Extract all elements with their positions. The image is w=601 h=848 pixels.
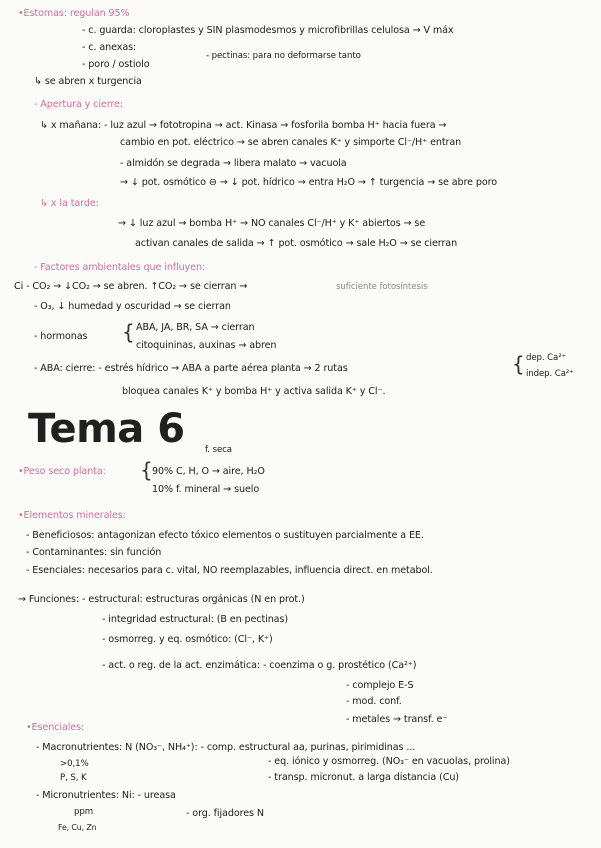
note-line: → ↓ pot. osmótico ⊖ → ↓ pot. hídrico → entra H₂O → ↑ turgencia → se abre poro	[120, 177, 498, 188]
note-line: 90% C, H, O → aire, H₂O	[152, 466, 265, 477]
note-line: - act. o reg. de la act. enzimática: - coenzima o g. prostético (Ca²⁺)	[102, 660, 417, 671]
note-line: bloquea canales K⁺ y bomba H⁺ y activa salida K⁺ y Cl⁻.	[122, 386, 386, 397]
brace-icon: {	[122, 320, 135, 344]
heading-elementos: •Elementos minerales:	[18, 510, 126, 521]
note-line: - metales → transf. e⁻	[346, 714, 448, 725]
note-line: - Contaminantes: sin función	[26, 547, 162, 558]
heading-factores: - Factores ambientales que influyen:	[34, 262, 206, 273]
note-line: - ABA: cierre: - estrés hídrico → ABA a parte aérea planta → 2 rutas	[34, 363, 348, 374]
note-line: P, S, K	[60, 773, 87, 783]
note-line: Ci - CO₂ → ↓CO₂ → se abren. ↑CO₂ → se cierran →	[14, 281, 248, 292]
note-line: activan canales de salida → ↑ pot. osmótico → sale H₂O → se cierran	[135, 238, 458, 249]
note-line: suficiente fotosíntesis	[336, 282, 428, 292]
note-line: >0,1%	[60, 759, 89, 769]
note-line: - Micronutrientes: Ni: - ureasa	[36, 790, 176, 801]
heading-esenciales: •Esenciales:	[26, 722, 85, 733]
heading-apertura: - Apertura y cierre:	[34, 99, 123, 110]
note-line: cambio en pot. eléctrico → se abren canales K⁺ y simporte Cl⁻/H⁺ entran	[120, 137, 462, 148]
note-line: - org. fijadores N	[186, 808, 264, 819]
note-line: - almidón se degrada → libera malato → vacuola	[120, 158, 347, 169]
note-line: ABA, JA, BR, SA → cierran	[136, 322, 255, 333]
note-line: - osmorreg. y eq. osmótico: (Cl⁻, K⁺)	[102, 634, 273, 645]
heading-estomas: •Estomas: regulan 95%	[18, 8, 130, 19]
note-line: - integridad estructural: (B en pectinas)	[102, 614, 289, 625]
note-line: - hormonas	[34, 331, 88, 342]
note-line: - transp. micronut. a larga distancia (Cu)	[268, 772, 459, 783]
note-line: → Funciones: - estructural: estructuras orgánicas (N en prot.)	[18, 594, 305, 605]
note-line: - mod. conf.	[346, 696, 402, 707]
note-line: dep. Ca²⁺	[526, 353, 567, 363]
note-line: - Esenciales: necesarios para c. vital, NO reemplazables, influencia direct. en metabol.	[26, 565, 433, 576]
note-line: - complejo E-S	[346, 680, 414, 691]
heading-peso-seco: •Peso seco planta:	[18, 466, 106, 477]
note-line: - c. anexas:	[82, 42, 137, 53]
note-line: - c. guarda: cloroplastes y SIN plasmodesmos y microfibrillas celulosa → V máx	[82, 25, 454, 36]
note-line: - eq. iónico y osmorreg. (NO₃⁻ en vacuolas, prolina)	[268, 756, 510, 767]
note-line: - Macronutrientes: N (NO₃⁻, NH₄⁺): - comp. estructural aa, purinas, pirimidinas ...	[36, 742, 416, 753]
note-line: ppm	[74, 807, 93, 817]
note-line: - poro / ostiolo	[82, 59, 150, 70]
note-line: → ↓ luz azul → bomba H⁺ → NO canales Cl⁻/H⁺ y K⁺ abiertos → se	[118, 218, 426, 229]
note-line: f. seca	[205, 445, 232, 455]
note-line: citoquininas, auxinas → abren	[136, 340, 277, 351]
note-line: - Beneficiosos: antagonizan efecto tóxico elementos o sustituyen parcialmente a EE.	[26, 530, 424, 541]
note-line: - O₃, ↓ humedad y oscuridad → se cierran	[34, 301, 231, 312]
brace-icon: {	[140, 458, 153, 482]
brace-icon: {	[512, 352, 525, 376]
page-title: Tema 6	[28, 406, 185, 452]
note-line: ↳ se abren x turgencia	[34, 76, 142, 87]
note-line: indep. Ca²⁺	[526, 369, 574, 379]
note-line: ↳ x mañana: - luz azul → fototropina → act. Kinasa → fosforila bomba H⁺ hacia fuera →	[40, 120, 447, 131]
heading-tarde: ↳ x la tarde:	[40, 198, 99, 209]
note-line: - pectinas: para no deformarse tanto	[206, 51, 361, 61]
note-line: Fe, Cu, Zn	[58, 823, 97, 832]
note-line: 10% f. mineral → suelo	[152, 484, 260, 495]
